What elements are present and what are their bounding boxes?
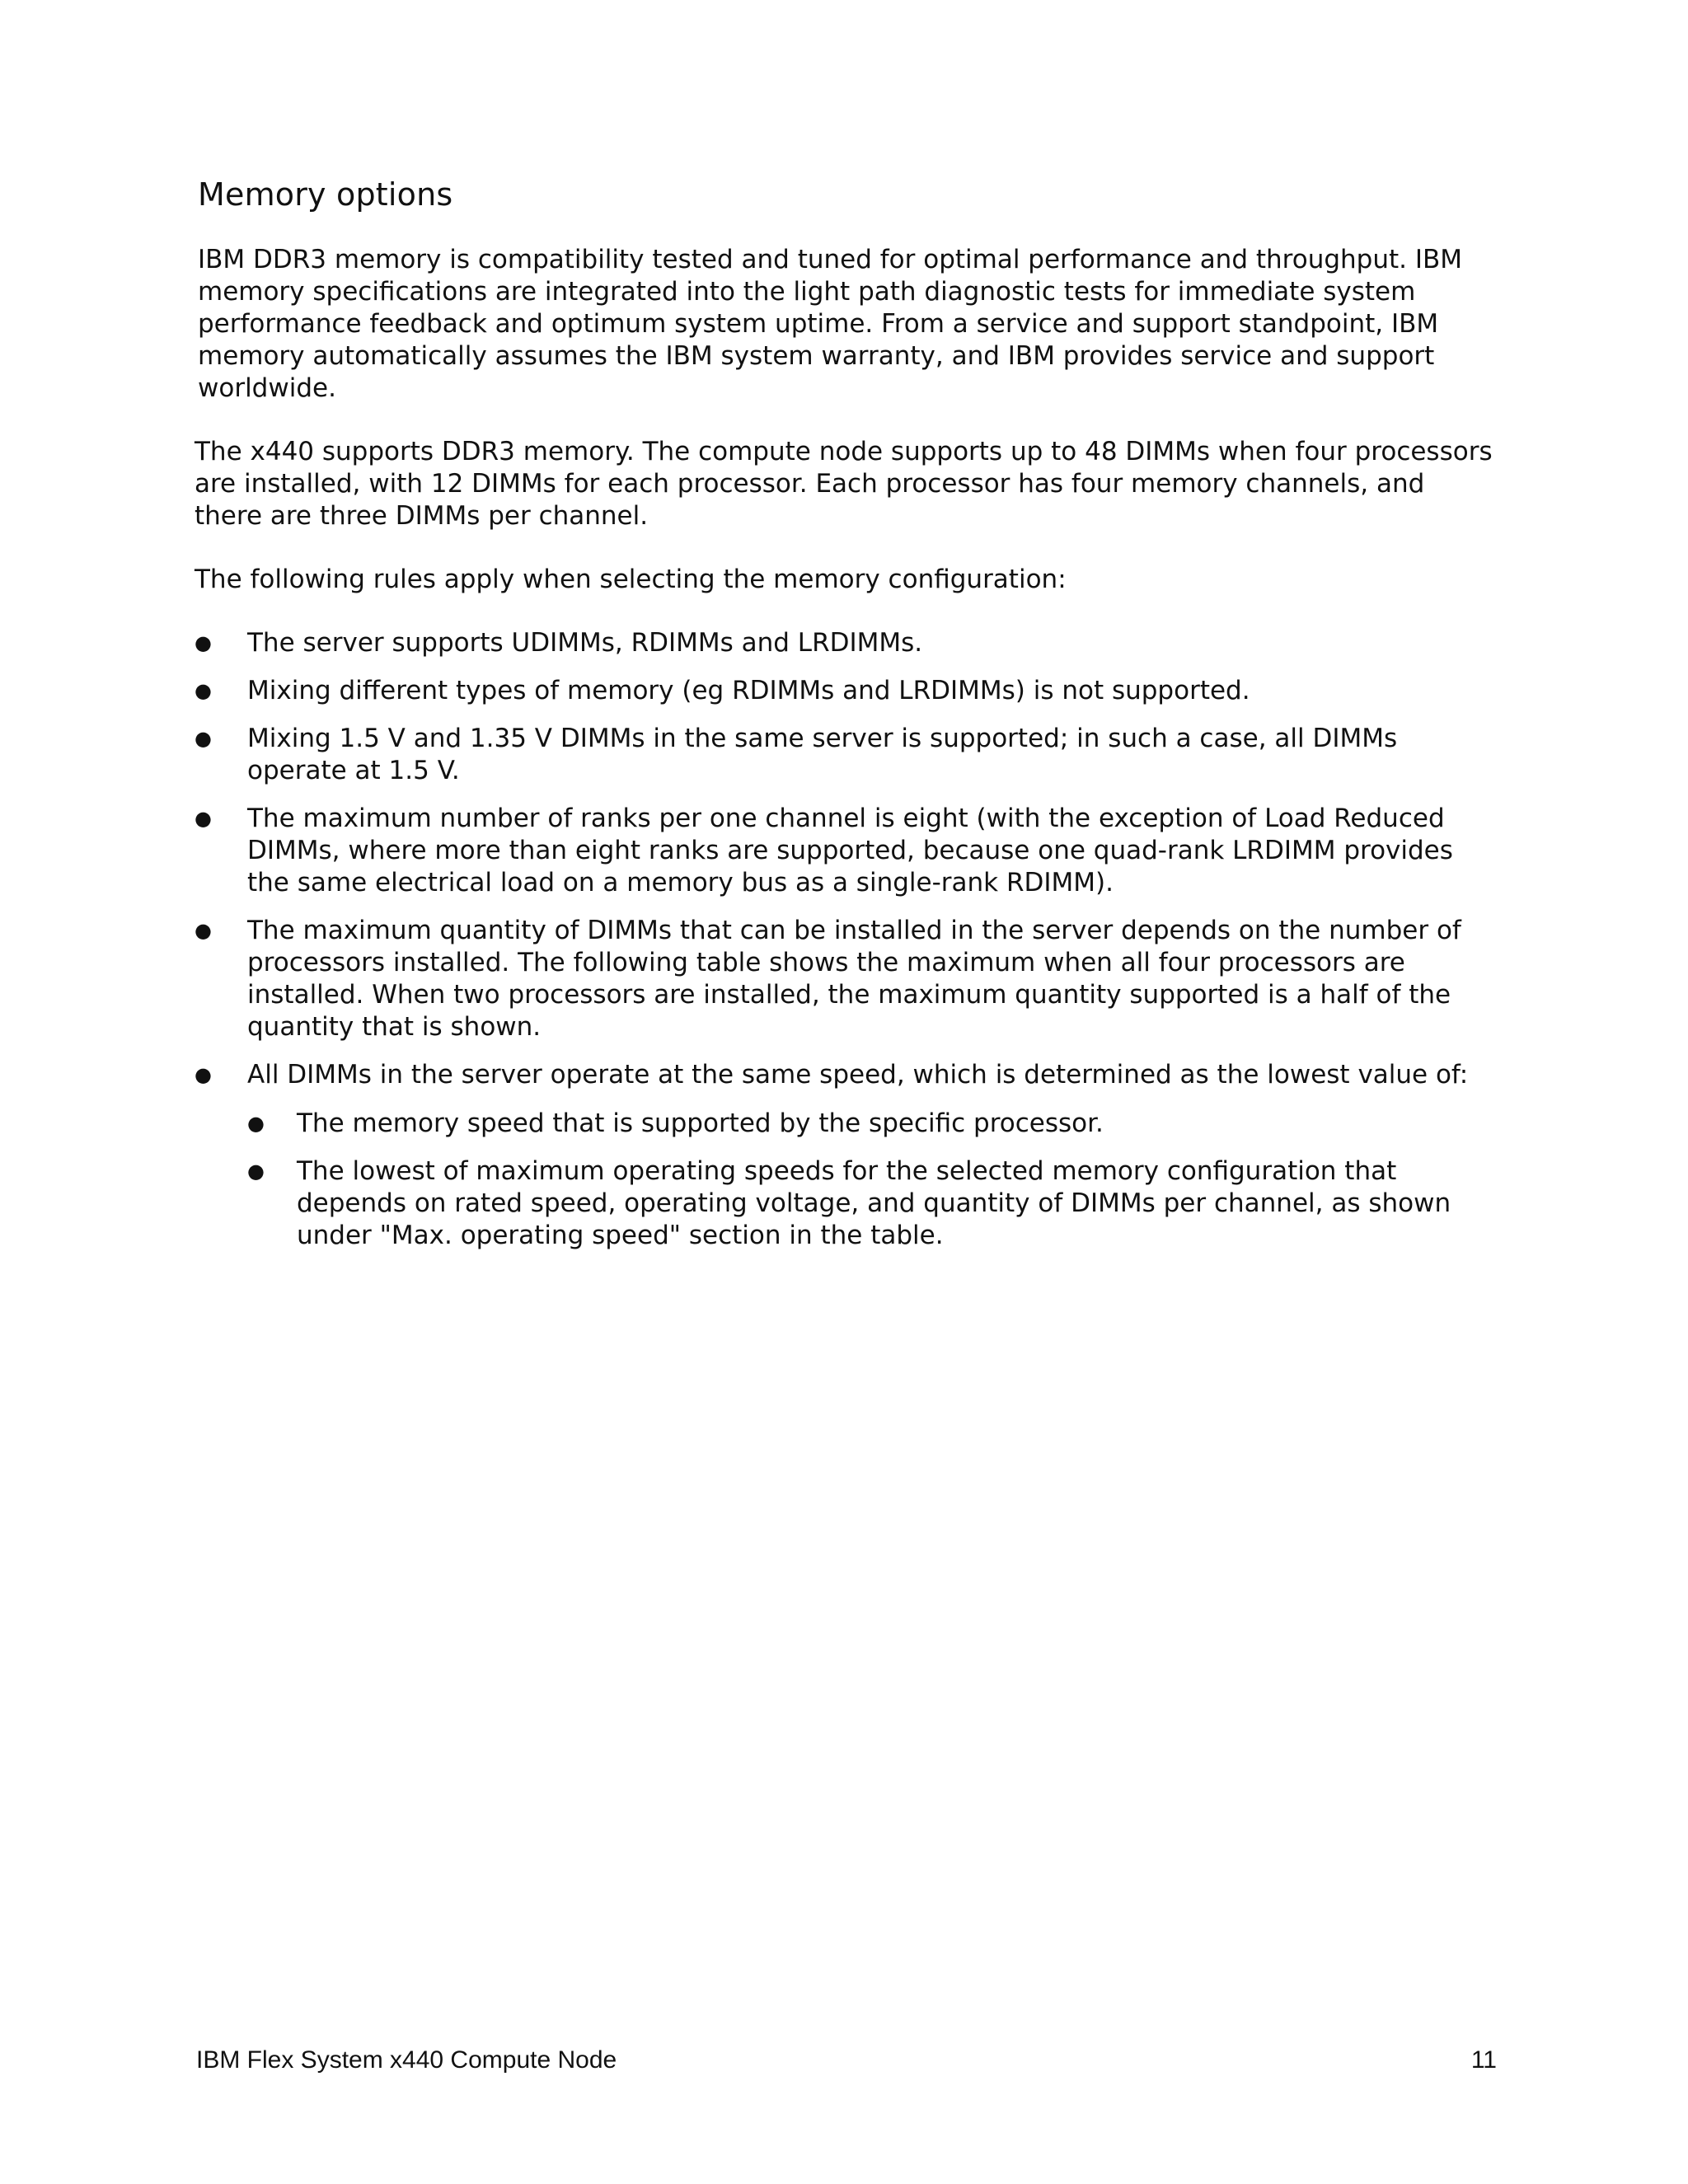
list-item-text: The maximum quantity of DIMMs that can be installed in the server depends on the number of processors installed. The following table shows the maximum when all four processors are installed. When two processors are installed, the maximum quantity supported is a half of the quantity that is shown. [247,916,1461,1042]
sub-list-item-text: The lowest of maximum operating speeds for the selected memory configuration that depends on rated speed, operating voltage, and quantity of DIMMs per channel, as shown under "Max. operating speed" section in the table. [297,1156,1451,1250]
list-item [195,627,1497,659]
list-item-text: Mixing 1.5 V and 1.35 V DIMMs in the same server is supported; in such a case, all DIMMs operate at 1.5 V. [247,724,1398,785]
sub-list-item [247,1155,1497,1252]
bullet-icon: ● [195,679,212,702]
bullet-icon: ● [195,1063,212,1086]
sub-list-item [247,1108,1497,1140]
paragraph-memory-intro: IBM DDR3 memory is compatibility tested and tuned for optimal performance and throughput. IBM memory specifications are integrated into the light path diagnostic tests for immediate system performance feedback and optimum system uptime. From a service and support standpoint, IBM memory automatically assumes the IBM system warranty, and IBM provides service and support worldwide. [198,245,1463,403]
list-item [195,803,1497,899]
page-footer [196,2044,1497,2077]
speed-rules-sublist [247,1108,1497,1252]
footer-title: IBM Flex System x440 Compute Node [196,2046,617,2074]
bullet-icon: ● [195,919,212,942]
sub-list-item-text: The memory speed that is supported by the specific processor. [297,1108,1104,1138]
page-number: 11 [1470,2046,1497,2074]
list-item-text: The maximum number of ranks per one channel is eight (with the exception of Load Reduced DIMMs, where more than eight ranks are supported, because one quad-rank LRDIMM provides the same electrical load on a memory bus as a single-rank RDIMM). [247,804,1453,898]
bullet-icon: ● [247,1112,265,1135]
list-item [195,723,1497,787]
bullet-icon: ● [247,1160,265,1183]
memory-rules-list [195,627,1497,1252]
section-title: Memory options [198,176,453,213]
page-content [195,175,1497,1268]
list-item-text: All DIMMs in the server operate at the same speed, which is determined as the lowest value of: [247,1060,1469,1090]
bullet-icon: ● [195,631,212,654]
bullet-icon: ● [195,807,212,830]
paragraph-x440-support: The x440 supports DDR3 memory. The compute node supports up to 48 DIMMs when four processors are installed, with 12 DIMMs for each processor. Each processor has four memory channels, and there are three DIMMs per channel. [195,437,1493,531]
list-item [195,915,1497,1043]
list-item [195,1059,1497,1252]
list-item-text: Mixing different types of memory (eg RDIMMs and LRDIMMs) is not supported. [247,676,1250,705]
list-item [195,675,1497,707]
paragraph-rules-intro: The following rules apply when selecting the memory configuration: [195,565,1067,594]
bullet-icon: ● [195,727,212,750]
list-item-text: The server supports UDIMMs, RDIMMs and LRDIMMs. [247,628,923,658]
